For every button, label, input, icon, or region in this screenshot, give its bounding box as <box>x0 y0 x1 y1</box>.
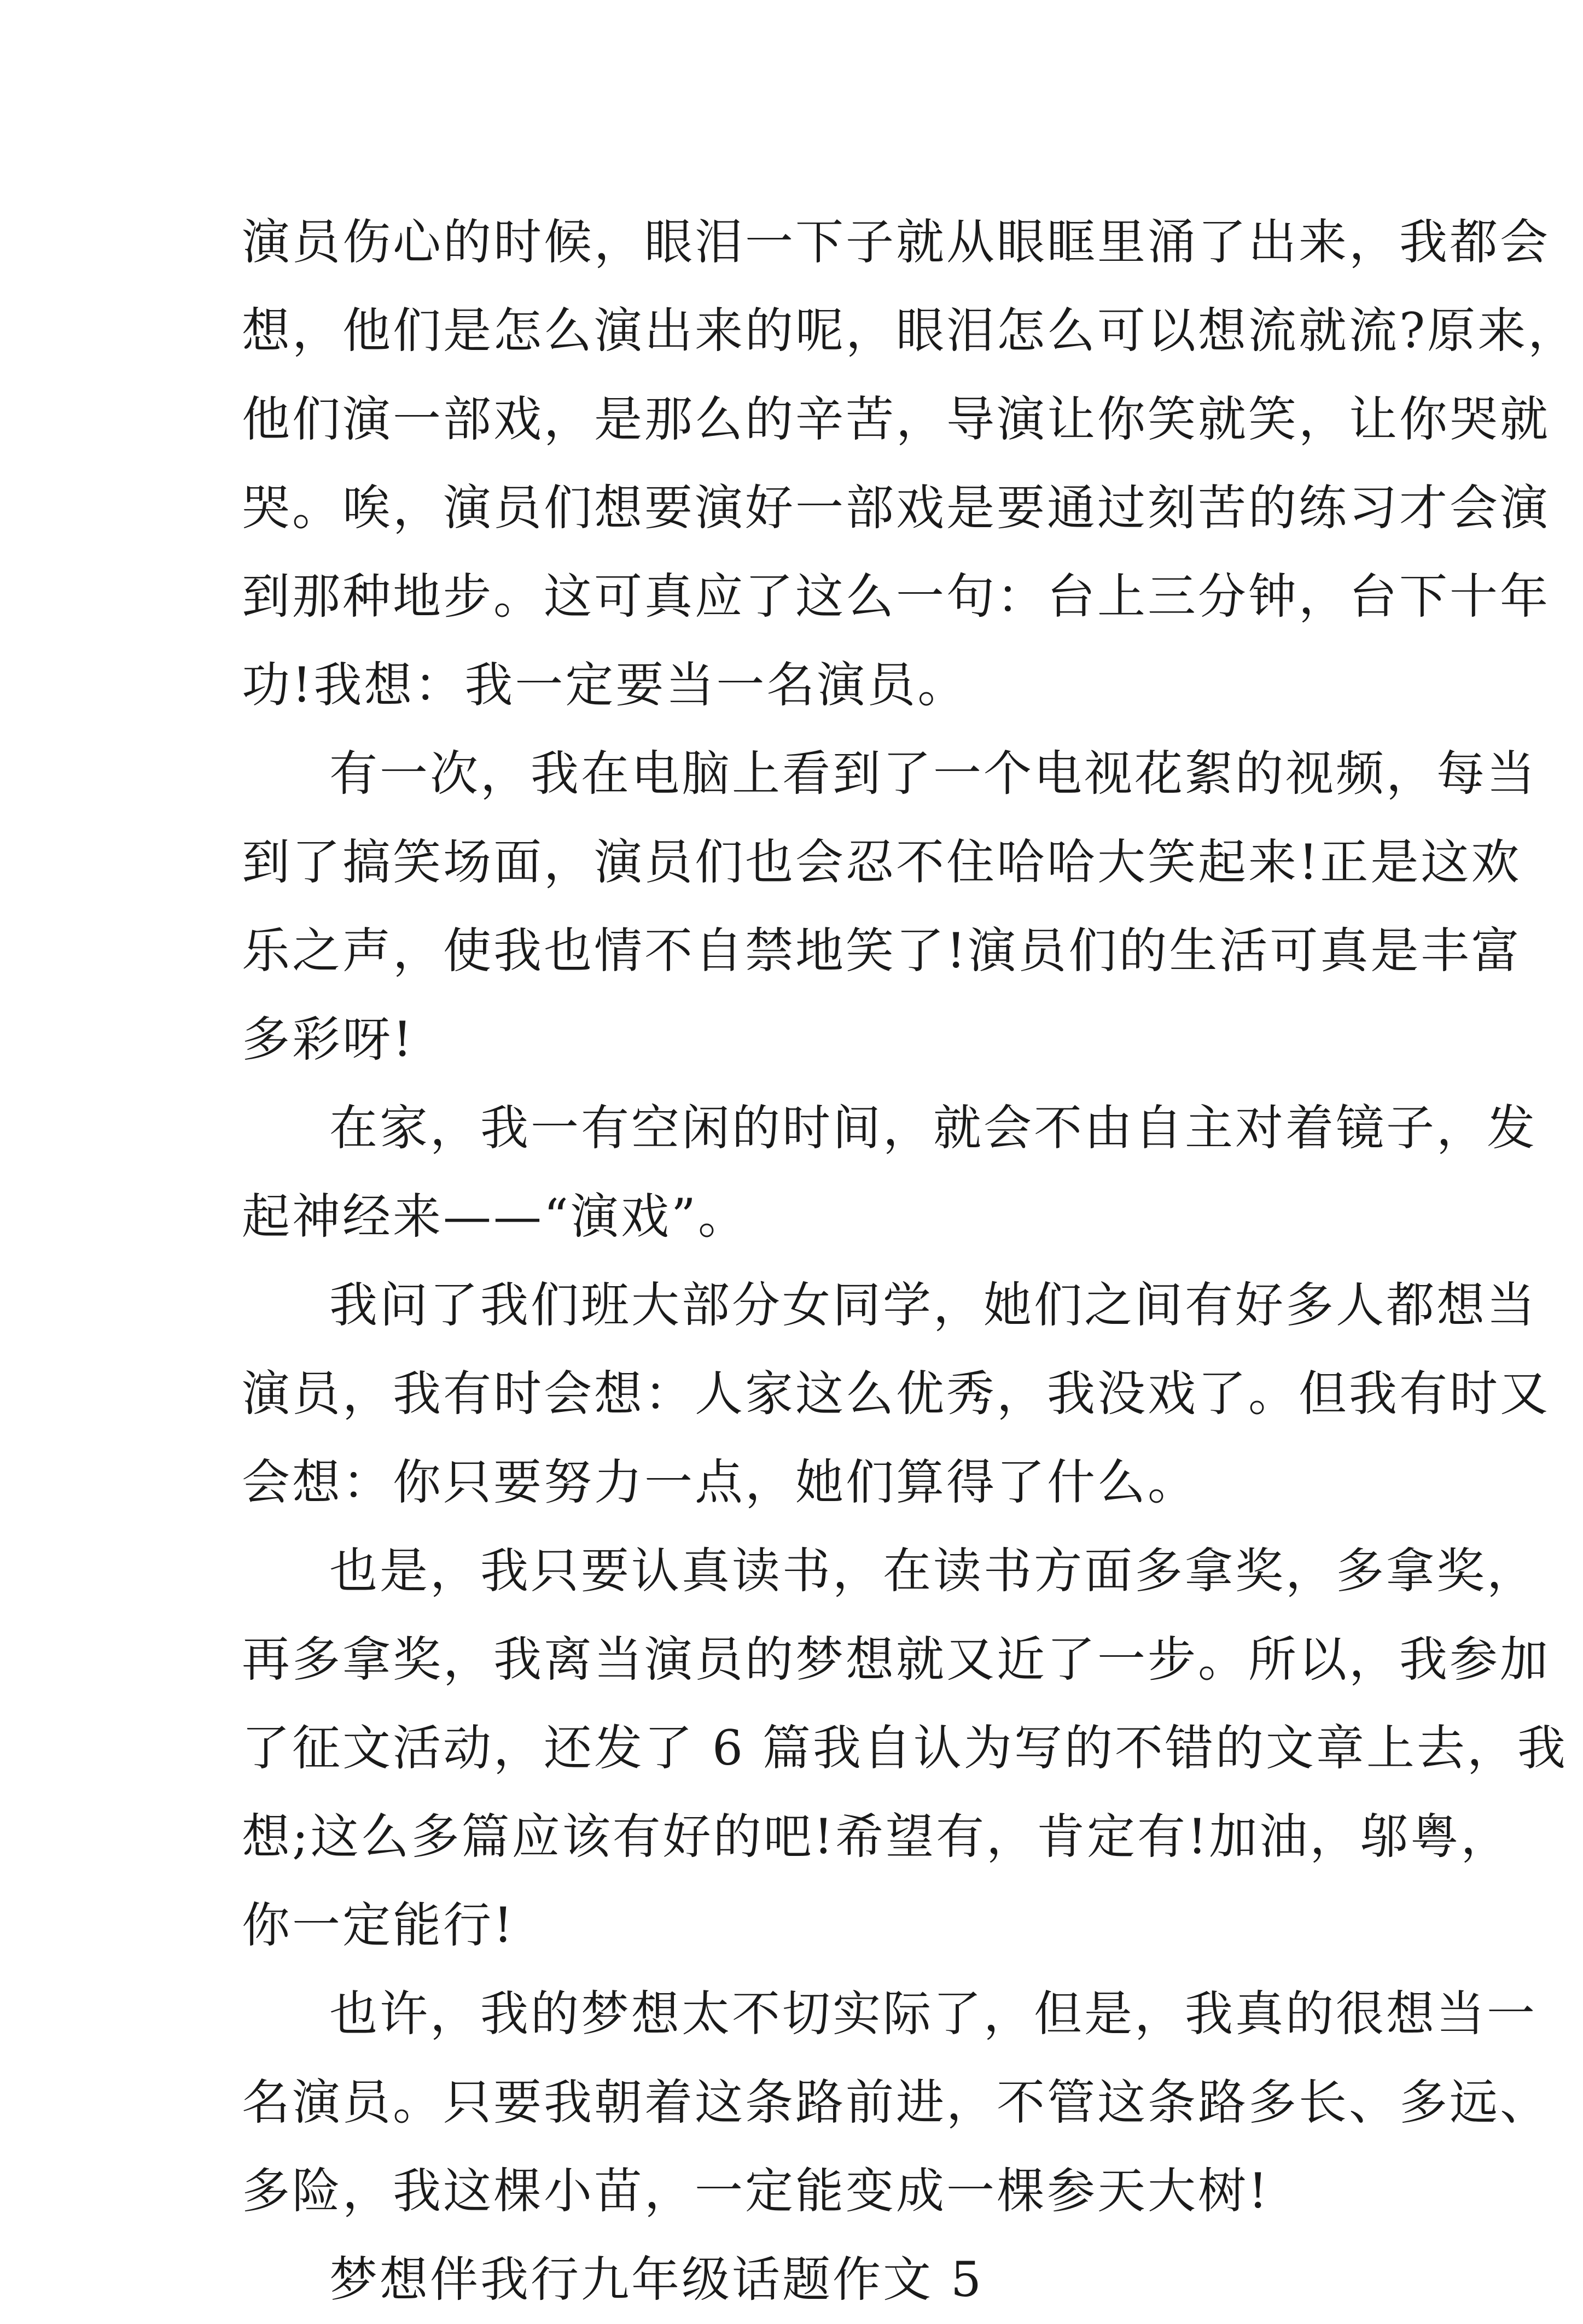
text-line: 乐之声，使我也情不自禁地笑了!演员们的生活可真是丰富 <box>242 922 1522 979</box>
text-line: 到了搞笑场面，演员们也会忍不住哈哈大笑起来!正是这欢 <box>242 834 1522 890</box>
text-line: 了征文活动，还发了 6 篇我自认为写的不错的文章上去，我 <box>242 1720 1568 1776</box>
text-line: 多彩呀! <box>242 1011 415 1067</box>
text-line: 功!我想：我一定要当一名演员。 <box>242 657 968 713</box>
text-line: 演员，我有时会想：人家这么优秀，我没戏了。但我有时又 <box>242 1365 1551 1422</box>
text-line: 哭。唉，演员们想要演好一部戏是要通过刻苦的练习才会演 <box>242 480 1551 536</box>
text-line: 也许，我的梦想太不切实际了，但是，我真的很想当一 <box>329 1986 1538 2042</box>
paragraph-1 <box>242 198 1579 729</box>
text-line: 名演员。只要我朝着这条路前进，不管这条路多长、多远、 <box>242 2074 1551 2130</box>
essay-title-line: 梦想伴我行九年级话题作文 5 <box>329 2251 983 2308</box>
paragraph-3 <box>242 1084 1538 1261</box>
text-line: 想，他们是怎么演出来的呢，眼泪怎么可以想流就流?原来， <box>242 302 1579 359</box>
paragraph-2 <box>242 729 1538 1084</box>
paragraph-4 <box>242 1261 1551 1527</box>
text-line: 他们演一部戏，是那么的辛苦，导演让你笑就笑，让你哭就 <box>242 391 1551 447</box>
text-line: 我问了我们班大部分女同学，她们之间有好多人都想当 <box>329 1277 1538 1333</box>
text-line: 在家，我一有空闲的时间，就会不由自主对着镜子，发 <box>329 1100 1538 1156</box>
text-line: 你一定能行! <box>242 1897 515 1953</box>
text-line: 会想：你只要努力一点，她们算得了什么。 <box>242 1454 1198 1510</box>
text-line: 多险，我这棵小苗，一定能变成一棵参天大树! <box>242 2163 1270 2219</box>
text-line: 到那种地步。这可真应了这么一句：台上三分钟，台下十年 <box>242 568 1551 624</box>
text-line: 也是，我只要认真读书，在读书方面多拿奖，多拿奖， <box>329 1543 1538 1599</box>
text-line: 演员伤心的时候，眼泪一下子就从眼眶里涌了出来，我都会 <box>242 214 1551 270</box>
document-body <box>242 198 1579 2324</box>
text-line: 想;这么多篇应该有好的吧!希望有，肯定有!加油，邬粤， <box>242 1808 1511 1865</box>
section-heading <box>242 2235 1358 2324</box>
text-line: 再多拿奖，我离当演员的梦想就又近了一步。所以，我参加 <box>242 1631 1551 1687</box>
text-line: 起神经来——“演戏”。 <box>242 1188 748 1245</box>
text-line: 有一次，我在电脑上看到了一个电视花絮的视频，每当 <box>329 745 1538 802</box>
paragraph-6 <box>242 1970 1551 2235</box>
paragraph-5 <box>242 1527 1568 1970</box>
